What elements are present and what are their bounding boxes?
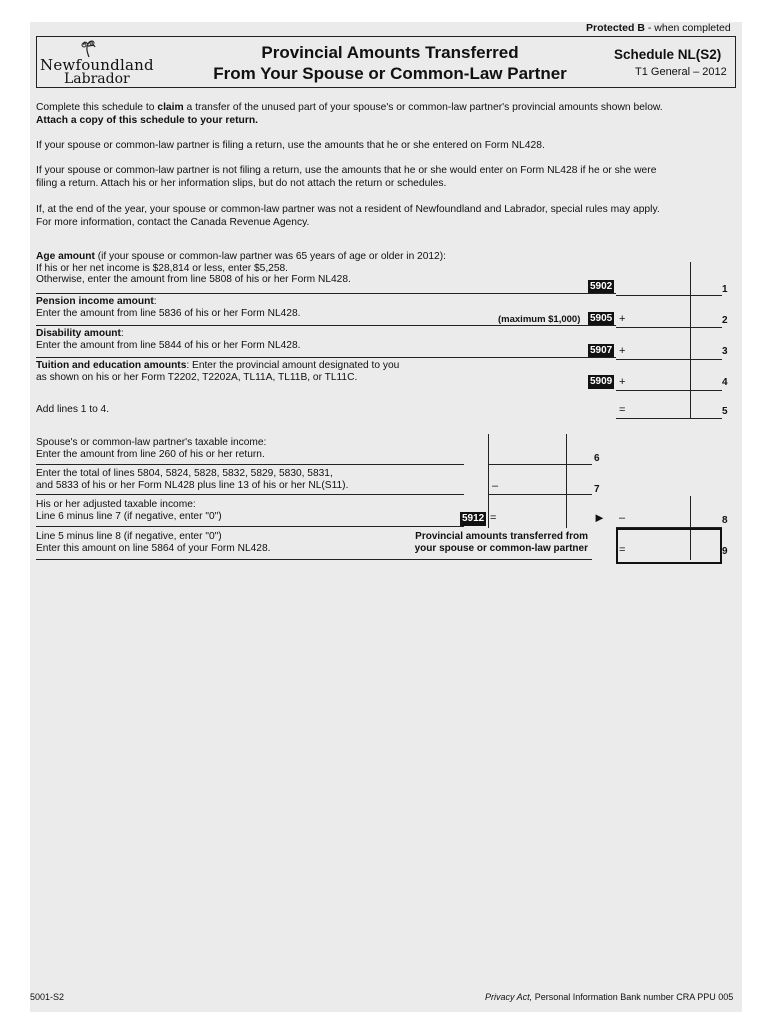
intro-p1-bold: claim <box>157 102 184 113</box>
line-4-underline <box>616 390 722 391</box>
line-1-text-3: Otherwise, enter the amount from line 5808 of his or her Form NL428. <box>36 274 351 285</box>
intro-p4-line-1: If, at the end of the year, your spouse or common-law partner was not a resident of Newfoundland and Labrador, special rules may apply. <box>36 204 660 215</box>
line-6-amount-field[interactable] <box>490 434 590 464</box>
line-code-5912: 5912 <box>462 513 485 524</box>
title-line-2: From Your Spouse or Common-Law Partner <box>213 64 567 83</box>
line-6-description <box>36 437 266 460</box>
form-title <box>180 42 600 84</box>
protected-notice <box>586 22 731 34</box>
line-6-text-2: Enter the amount from line 260 of his or her return. <box>36 448 265 460</box>
logo-text-newfoundland: Newfoundland <box>40 56 154 74</box>
line-1-separator <box>36 293 616 294</box>
line-4-amount-field[interactable] <box>630 362 720 390</box>
line-5-description: Add lines 1 to 4. <box>36 404 110 415</box>
line-4-text-2: as shown on his or her Form T2202, T2202A, TL11A, TL11B, or TL11C. <box>36 371 358 383</box>
line-code-5909: 5909 <box>590 376 613 387</box>
line-8-minus-sign: – <box>619 512 626 524</box>
line-2-text-2: Enter the amount from line 5836 of his or her Form NL428. <box>36 307 301 319</box>
line-2-amount-field[interactable] <box>630 298 720 326</box>
line-1-text-2: If his or her net income is $28,814 or less, enter $5,258. <box>36 262 289 274</box>
line-2-underline <box>616 327 722 328</box>
transfer-arrow-icon: ► <box>593 510 606 525</box>
line-9-total-field[interactable] <box>616 528 722 564</box>
line-1-description <box>36 251 446 286</box>
line-6-separator <box>36 464 464 465</box>
line-5-equals-sign: = <box>619 404 626 416</box>
privacy-bank-number: Personal Information Bank number CRA PPU 005 <box>532 992 734 1002</box>
line-code-5907: 5907 <box>590 345 613 356</box>
line-7-underline <box>488 494 592 495</box>
intro-paragraph-1 <box>36 102 740 127</box>
line-3-text-2: Enter the amount from line 5844 of his or her Form NL428. <box>36 339 301 351</box>
line-1-amount-field[interactable] <box>620 262 720 294</box>
line-8-text-1: His or her adjusted taxable income: <box>36 499 196 510</box>
intro-p1-text: Complete this schedule to <box>36 102 158 113</box>
line-9-separator <box>36 559 592 560</box>
line-1-title-rest: (if your spouse or common-law partner was 65 years of age or older in 2012): <box>94 251 446 262</box>
nl-logo <box>38 38 154 87</box>
line-5-underline <box>616 418 722 419</box>
line-9-label <box>392 531 588 554</box>
line-3-title: Disability amount <box>36 328 121 339</box>
intro-p4-line-2: For more information, contact the Canada Revenue Agency. <box>36 216 310 228</box>
line-7-minus-sign: – <box>492 480 499 492</box>
line-1-underline <box>616 295 722 296</box>
line-9-label-line-1: Provincial amounts transferred from <box>415 531 588 542</box>
inner-column-left <box>488 434 489 528</box>
intro-p1-attach: Attach a copy of this schedule to your return. <box>36 114 258 126</box>
line-8-description <box>36 499 222 522</box>
line-8-text-2: Line 6 minus line 7 (if negative, enter "0") <box>36 510 222 522</box>
line-7-description <box>36 468 348 491</box>
line-number-3: 3 <box>722 346 728 357</box>
schedule-id: Schedule NL(S2) <box>614 47 722 62</box>
line-3-colon: : <box>120 328 124 339</box>
line-3-description <box>36 328 300 351</box>
line-8-separator <box>36 526 464 527</box>
line-number-6: 6 <box>594 453 600 464</box>
line-4-description <box>36 360 399 383</box>
pitcher-plant-icon <box>78 38 100 58</box>
line-number-7: 7 <box>594 484 600 495</box>
line-9-text-1: Line 5 minus line 8 (if negative, enter "0") <box>36 531 222 542</box>
line-9-equals-sign: = <box>619 544 626 556</box>
line-4-title-rest: : Enter the provincial amount designated to you <box>186 360 400 371</box>
form-year: T1 General – 2012 <box>635 66 727 78</box>
line-3-plus-sign: + <box>619 345 626 357</box>
intro-p3-line-1: If your spouse or common-law partner is not filing a return, use the amounts that he or she would enter on Form NL428 if he or she were <box>36 165 657 176</box>
logo-text-labrador: Labrador <box>64 71 130 87</box>
line-number-9: 9 <box>722 546 728 557</box>
privacy-notice <box>485 992 733 1002</box>
line-number-8: 8 <box>722 515 728 526</box>
line-1-title: Age amount <box>36 251 95 262</box>
line-number-2: 2 <box>722 315 728 326</box>
line-5-amount-field[interactable] <box>630 392 720 418</box>
protected-label: Protected B <box>586 22 645 34</box>
line-code-5905: 5905 <box>590 313 613 324</box>
line-3-separator <box>36 357 616 358</box>
line-7-text-2: and 5833 of his or her Form NL428 plus line 13 of his or her NL(S11). <box>36 479 349 491</box>
intro-paragraph-4 <box>36 204 740 229</box>
line-number-4: 4 <box>722 377 728 388</box>
line-7-amount-field[interactable] <box>502 466 590 494</box>
line-4-title: Tuition and education amounts <box>36 360 187 371</box>
line-8-amount-field[interactable] <box>502 496 590 526</box>
line-6-underline <box>488 464 592 465</box>
intro-paragraph-2: If your spouse or common-law partner is filing a return, use the amounts that he or she entered on Form NL428. <box>36 140 545 151</box>
form-page <box>30 22 742 1012</box>
line-2-separator <box>36 325 616 326</box>
line-2-title: Pension income amount <box>36 296 154 307</box>
line-code-5902: 5902 <box>590 281 613 292</box>
line-2-maximum-note: (maximum $1,000) <box>498 314 581 325</box>
form-code: 5001-S2 <box>30 992 65 1002</box>
line-8-right-amount-field[interactable] <box>630 498 720 526</box>
line-7-text-1: Enter the total of lines 5804, 5824, 5828, 5832, 5829, 5830, 5831, <box>36 468 333 479</box>
line-2-description <box>36 296 300 319</box>
line-2-plus-sign: + <box>619 313 626 325</box>
intro-p3-line-2: filing a return. Attach his or her information slips, but do not attach the return or schedules. <box>36 177 447 189</box>
line-3-amount-field[interactable] <box>630 330 720 358</box>
line-4-plus-sign: + <box>619 376 626 388</box>
line-8-equals-sign: = <box>490 512 497 524</box>
line-number-1: 1 <box>722 284 728 295</box>
line-7-separator <box>36 494 464 495</box>
line-9-description <box>36 531 270 554</box>
line-number-5: 5 <box>722 406 728 417</box>
line-9-label-line-2: your spouse or common-law partner <box>414 542 588 554</box>
line-6-text-1: Spouse's or common-law partner's taxable income: <box>36 437 267 448</box>
title-line-1: Provincial Amounts Transferred <box>261 43 519 62</box>
intro-p1-text-2: a transfer of the unused part of your spouse's or common-law partner's provincial amounts shown below. <box>183 102 663 113</box>
line-9-text-2: Enter this amount on line 5864 of your Form NL428. <box>36 542 271 554</box>
privacy-act: Privacy Act, <box>485 992 533 1002</box>
line-3-underline <box>616 359 722 360</box>
line-2-colon: : <box>153 296 157 307</box>
protected-suffix: - when completed <box>644 22 731 34</box>
intro-paragraph-3 <box>36 165 740 190</box>
